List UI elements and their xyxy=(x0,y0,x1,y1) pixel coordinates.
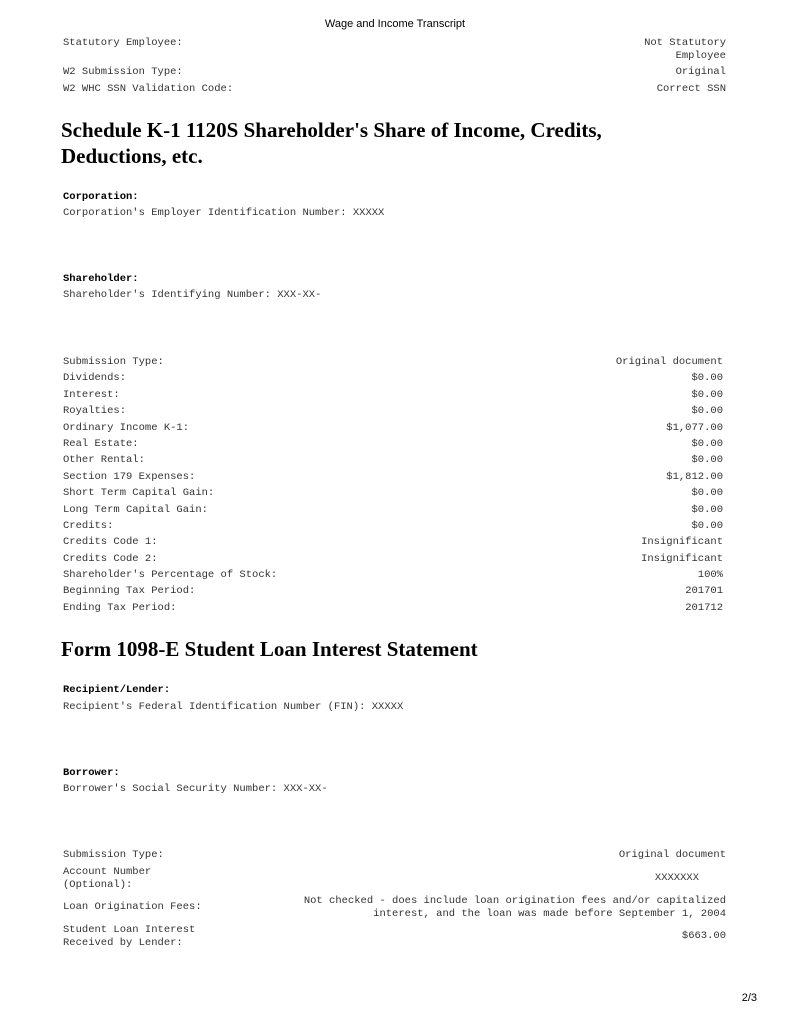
w2-row xyxy=(63,37,726,66)
k1-label: Interest: xyxy=(63,388,120,401)
f1098e-row xyxy=(63,848,726,864)
f1098e-value: XXXXXXX xyxy=(654,872,699,884)
k1-row xyxy=(63,485,726,501)
corporation-ein: Corporation's Employer Identification Number: XXXXX xyxy=(63,207,385,219)
k1-value: Insignificant xyxy=(641,552,723,565)
k1-label: Credits Code 2: xyxy=(63,552,158,565)
f1098e-value: Not checked - does include loan origination fees and/or capitalized interest, and the loan was made before September 1, 2004 xyxy=(303,894,726,920)
f1098e-detail-table xyxy=(63,848,726,951)
f1098e-row xyxy=(63,922,726,951)
w2-details xyxy=(63,37,726,99)
k1-label: Shareholder's Percentage of Stock: xyxy=(63,569,278,582)
k1-value: $0.00 xyxy=(691,372,723,385)
k1-row xyxy=(63,534,726,550)
k1-label: Other Rental: xyxy=(63,454,145,467)
k1-label: Beginning Tax Period: xyxy=(63,585,196,598)
k1-row xyxy=(63,420,726,436)
k1-row xyxy=(63,567,726,583)
w2-row xyxy=(63,83,726,99)
shareholder-id: Shareholder's Identifying Number: XXX-XX- xyxy=(63,289,322,301)
f1098e-label: Student Loan Interest Received by Lender: xyxy=(63,923,196,949)
k1-value: $0.00 xyxy=(691,454,723,467)
k1-value: $0.00 xyxy=(691,437,723,450)
f1098e-label: Submission Type: xyxy=(63,849,164,861)
k1-row xyxy=(63,436,726,452)
k1-label: Ending Tax Period: xyxy=(63,601,177,614)
borrower-label: Borrower: xyxy=(63,767,120,779)
f1098e-row xyxy=(63,864,726,893)
k1-value: Insignificant xyxy=(641,536,723,549)
k1-row xyxy=(63,469,726,485)
k1-label: Ordinary Income K-1: xyxy=(63,421,190,434)
f1098e-row xyxy=(63,893,726,922)
k1-label: Credits Code 1: xyxy=(63,536,158,549)
k1-row xyxy=(63,354,726,370)
k1-row xyxy=(63,370,726,386)
k1-label: Submission Type: xyxy=(63,356,164,368)
k1-row xyxy=(63,551,726,567)
w2-row xyxy=(63,66,726,83)
k1-row xyxy=(63,600,726,616)
w2-value: Not Statutory Employee xyxy=(644,37,726,62)
shareholder-label: Shareholder: xyxy=(63,273,139,285)
k1-row xyxy=(63,387,726,403)
k1-row xyxy=(63,502,726,518)
k1-label: Real Estate: xyxy=(63,437,139,450)
k1-label: Short Term Capital Gain: xyxy=(63,487,215,500)
w2-label: W2 Submission Type: xyxy=(63,66,183,78)
k1-label: Long Term Capital Gain: xyxy=(63,503,208,516)
k1-value: $0.00 xyxy=(691,487,723,500)
k1-value: $1,077.00 xyxy=(666,421,723,434)
k1-label: Credits: xyxy=(63,519,114,532)
k1-value: $0.00 xyxy=(691,388,723,401)
f1098e-value: $663.00 xyxy=(681,930,726,942)
k1-value: $0.00 xyxy=(691,519,723,532)
k1-value: $0.00 xyxy=(691,503,723,516)
k1-label: Dividends: xyxy=(63,372,127,385)
f1098e-value: Original document xyxy=(618,849,726,861)
k1-value: 100% xyxy=(697,569,723,582)
k1-value: Original document xyxy=(615,356,723,368)
recipient-fin: Recipient's Federal Identification Number (FIN): XXXXX xyxy=(63,701,404,713)
f1098e-label: Loan Origination Fees: xyxy=(63,901,202,913)
f1098e-heading: Form 1098-E Student Loan Interest Statement xyxy=(61,637,478,661)
page-header-title: Wage and Income Transcript xyxy=(324,18,466,30)
k1-label: Royalties: xyxy=(63,405,127,418)
w2-value: Original xyxy=(675,66,726,78)
k1-value: $1,812.00 xyxy=(666,470,723,483)
k1-value: 201712 xyxy=(685,601,723,614)
k1-detail-table xyxy=(63,354,726,616)
k1-row xyxy=(63,518,726,534)
borrower-ssn: Borrower's Social Security Number: XXX-XX- xyxy=(63,783,328,795)
k1-label: Section 179 Expenses: xyxy=(63,470,196,483)
k1-row xyxy=(63,403,726,419)
k1-row xyxy=(63,452,726,468)
w2-label: Statutory Employee: xyxy=(63,37,183,49)
w2-label: W2 WHC SSN Validation Code: xyxy=(63,83,234,95)
k1-heading: Schedule K-1 1120S Shareholder's Share of Income, Credits, Deductions, etc. xyxy=(61,118,602,168)
page-number: 2/3 xyxy=(741,992,757,1004)
f1098e-label: Account Number (Optional): xyxy=(63,865,152,891)
k1-value: $0.00 xyxy=(691,405,723,418)
k1-value: 201701 xyxy=(685,585,723,598)
corporation-label: Corporation: xyxy=(63,191,139,203)
recipient-label: Recipient/Lender: xyxy=(63,684,171,696)
k1-row xyxy=(63,583,726,599)
w2-value: Correct SSN xyxy=(656,83,726,95)
